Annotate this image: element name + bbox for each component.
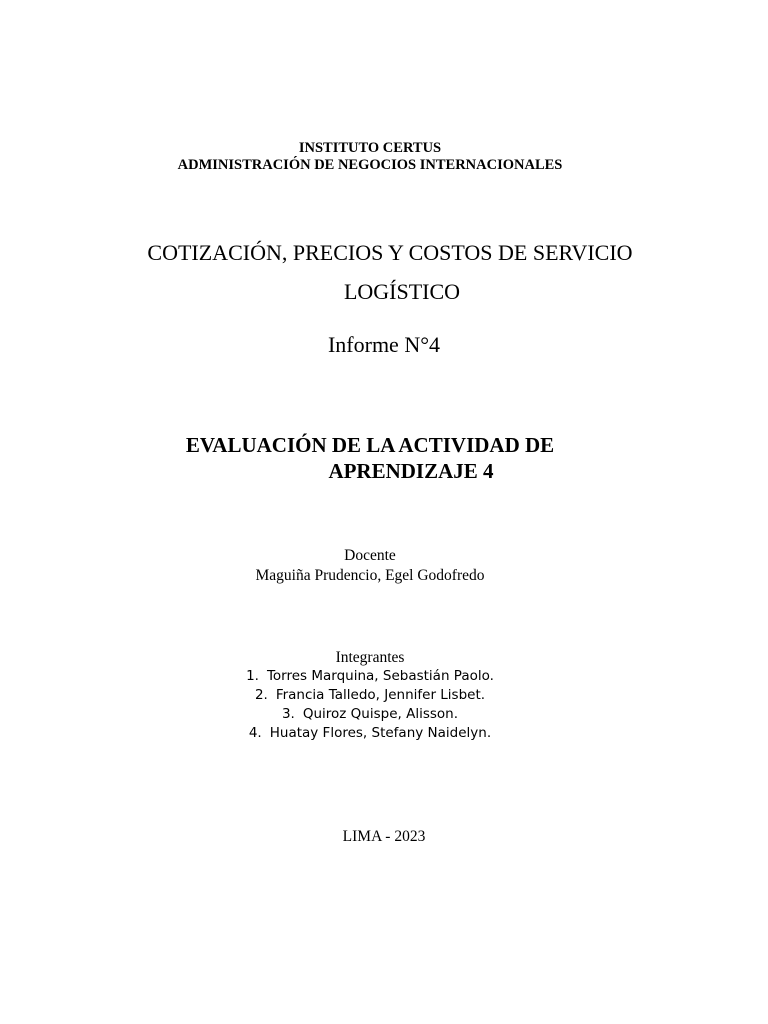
list-item-number: 2. bbox=[254, 687, 268, 703]
teacher-name: Maguiña Prudencio, Egel Godofredo bbox=[255, 567, 485, 584]
footer-location-year: LIMA - 2023 bbox=[342, 828, 426, 845]
members-label: Integrantes bbox=[335, 649, 405, 666]
evaluation-title-line2: APRENDIZAJE 4 bbox=[328, 459, 494, 483]
evaluation-title-line1: EVALUACIÓN DE LA ACTIVIDAD DE bbox=[185, 433, 555, 457]
members-list bbox=[0, 667, 754, 743]
list-item-name: Francia Talledo, Jennifer Lisbet. bbox=[275, 687, 486, 703]
list-item-number: 4. bbox=[248, 725, 262, 741]
list-item-name: Huatay Flores, Stefany Naidelyn. bbox=[269, 725, 492, 741]
list-item-number: 3. bbox=[281, 706, 295, 722]
institution-name: INSTITUTO CERTUS bbox=[298, 140, 442, 156]
teacher-label: Docente bbox=[344, 547, 396, 564]
list-item bbox=[0, 667, 754, 686]
list-item-name: Quiroz Quispe, Alisson. bbox=[302, 706, 459, 722]
list-item-number: 1. bbox=[246, 668, 259, 684]
course-title-line2: LOGÍSTICO bbox=[343, 279, 461, 304]
course-title-line1: COTIZACIÓN, PRECIOS Y COSTOS DE SERVICIO bbox=[147, 240, 633, 265]
report-number: Informe N°4 bbox=[327, 332, 441, 357]
list-item bbox=[0, 686, 754, 705]
list-item bbox=[0, 705, 754, 724]
program-name: ADMINISTRACIÓN DE NEGOCIOS INTERNACIONALES bbox=[177, 157, 563, 173]
list-item bbox=[0, 724, 754, 743]
list-item-name: Torres Marquina, Sebastián Paolo. bbox=[266, 668, 494, 684]
